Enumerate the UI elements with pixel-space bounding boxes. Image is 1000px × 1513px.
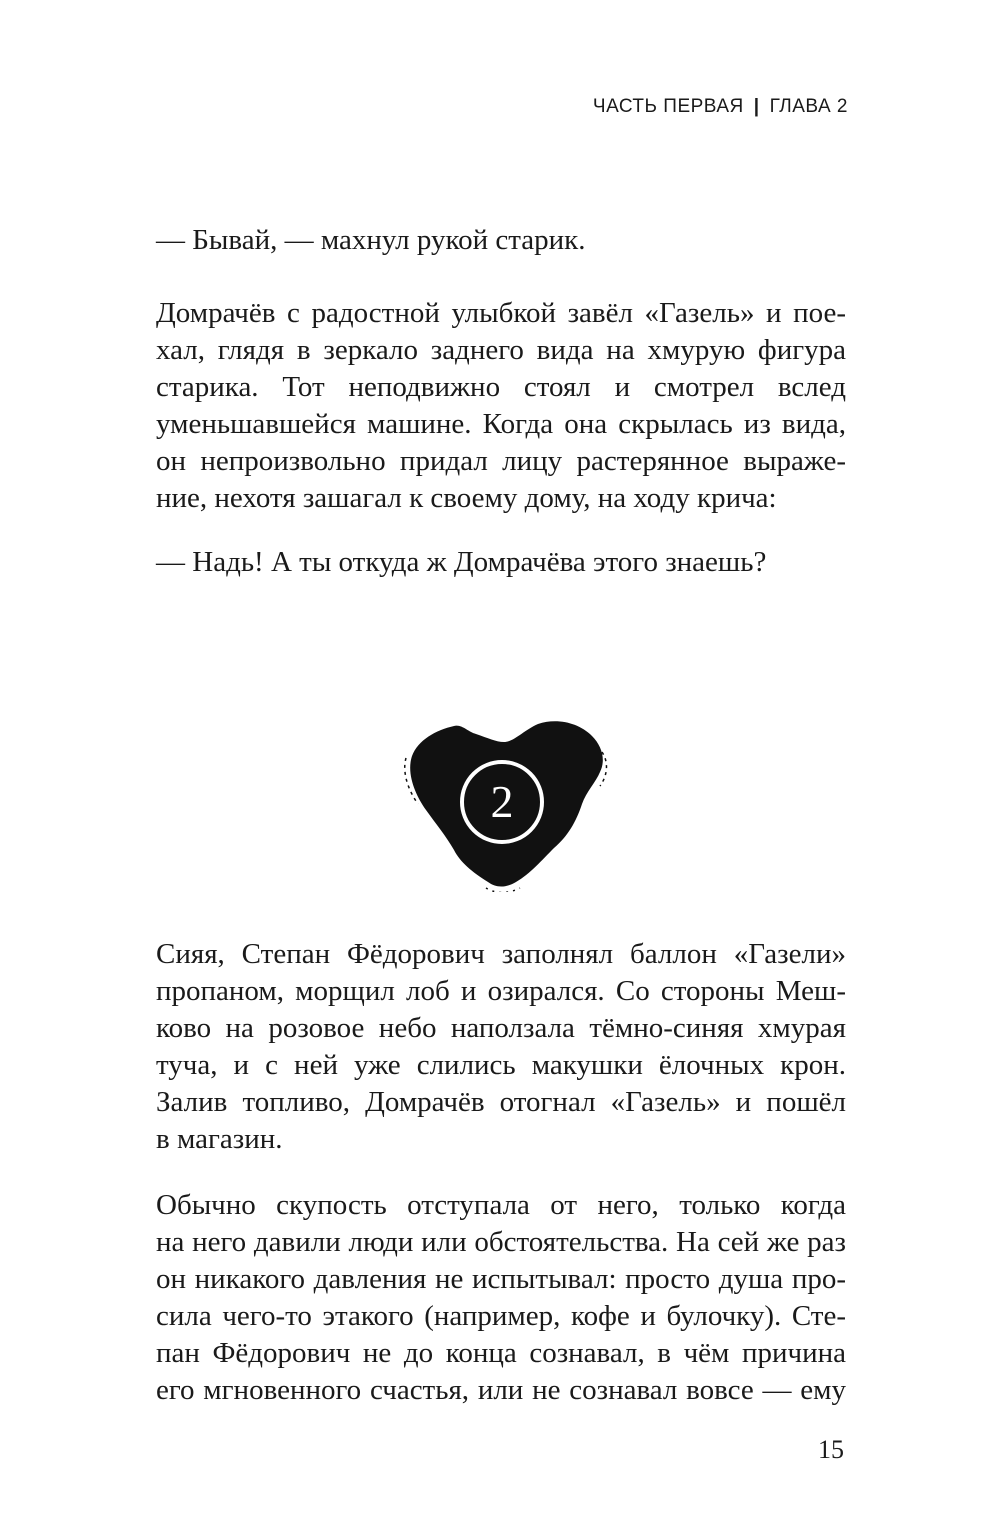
- text-line: Залив топливо, Домрачёв отогнал «Газель» и пошёл: [156, 1086, 846, 1118]
- header-separator: |: [753, 96, 760, 117]
- text-line: туча, и с ней уже слились макушки ёлочных крон.: [156, 1049, 846, 1081]
- text-line: уменьшавшейся машине. Когда она скрылась из вида,: [156, 408, 846, 440]
- text-line: его мгновенного счастья, или не сознавал вовсе — ему: [156, 1374, 846, 1406]
- text-line: сила чего-то этакого (например, кофе и булочку). Сте-: [156, 1300, 846, 1332]
- text-line: Домрачёв с радостной улыбкой завёл «Газель» и пое-: [156, 297, 846, 329]
- paragraph-dialogue-1: [156, 222, 846, 259]
- running-header: [593, 96, 848, 118]
- paragraph-narration-1: [156, 295, 846, 517]
- page-number: 15: [818, 1435, 844, 1464]
- text-line: пропаном, морщил лоб и озирался. Со стороны Меш-: [156, 975, 846, 1007]
- text-line: он никакого давления не испытывал: просто душа про-: [156, 1263, 846, 1295]
- text-line: хал, глядя в зеркало заднего вида на хмурую фигура: [156, 334, 846, 366]
- text-line: он непроизвольно придал лицу растерянное выраже-: [156, 445, 846, 477]
- text-line: Сияя, Степан Фёдорович заполнял баллон «Газели»: [156, 938, 846, 970]
- text-line: пан Фёдорович не до конца сознавал, в чём причина: [156, 1337, 846, 1369]
- header-part: ЧАСТЬ ПЕРВАЯ: [592, 96, 744, 117]
- text-line: старика. Тот неподвижно стоял и смотрел вслед: [156, 371, 846, 403]
- text-line: Обычно скупость отступала от него, только когда: [156, 1189, 846, 1221]
- text-line: — Надь! А ты откуда ж Домрачёва этого знаешь?: [156, 546, 767, 578]
- text-line: — Бывай, — махнул рукой старик.: [156, 224, 586, 256]
- text-line: на него давили люди или обстоятельства. На сей же раз: [156, 1226, 846, 1258]
- text-line: в магазин.: [156, 1123, 283, 1155]
- paragraph-narration-3: [156, 1187, 846, 1409]
- paragraph-dialogue-2: [156, 544, 846, 581]
- section-number: 2: [490, 776, 514, 827]
- text-line: ково на розовое небо наползала тёмно-синяя хмурая: [156, 1012, 846, 1044]
- header-chapter: ГЛАВА 2: [769, 96, 848, 117]
- paragraph-narration-2: [156, 936, 846, 1158]
- text-line: ние, нехотя зашагал к своему дому, на ходу крича:: [156, 482, 777, 514]
